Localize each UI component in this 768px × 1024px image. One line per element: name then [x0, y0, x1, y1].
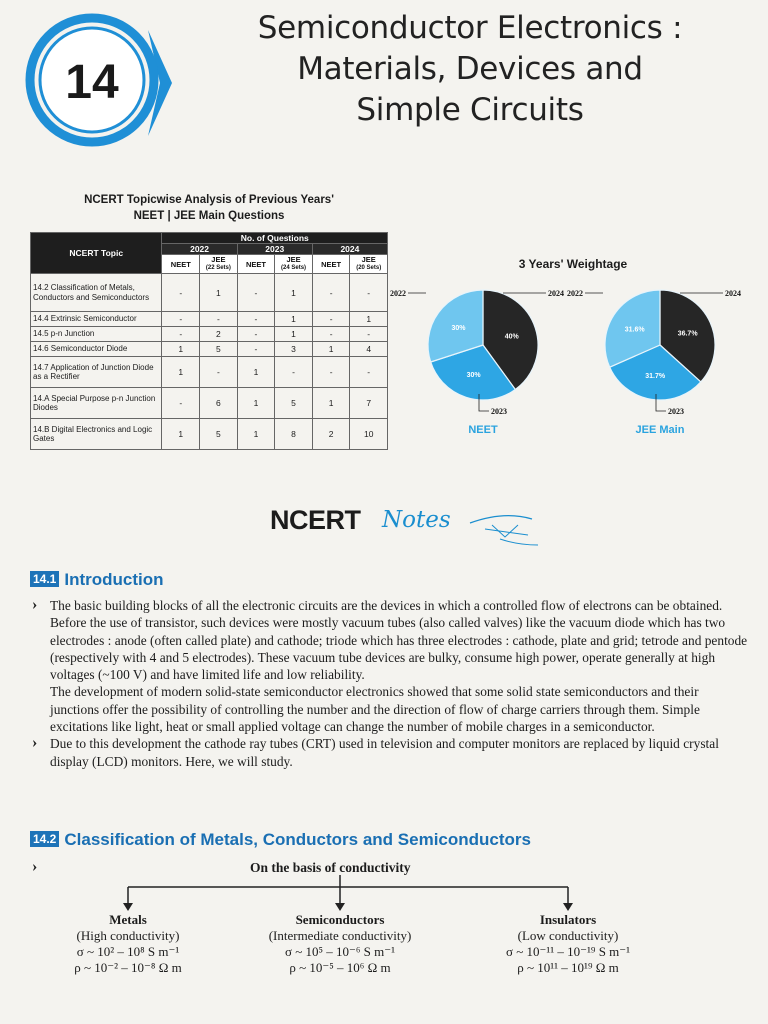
class-insulators [478, 912, 658, 976]
class-sigma: σ ~ 10⁵ – 10⁻⁶ S m⁻¹ [284, 944, 396, 959]
table-row [31, 274, 388, 312]
count-cell: 1 [237, 419, 275, 450]
count-cell: 1 [275, 327, 313, 342]
exam-header [275, 255, 313, 274]
count-cell: - [350, 357, 388, 388]
col-topic-header: NCERT Topic [31, 233, 162, 274]
pie-chart-name: NEET [468, 424, 498, 436]
year-header: 2022 [162, 244, 237, 255]
intro-paragraph: The development of modern solid-state semiconductor electronics showed that some solid state semiconductors and their junctions offer the possibility of controlling the number and the direction of flow of charge carriers through them. Simple excitations like light, heat or small applied voltage can change the number of mobile charges in a semiconductor. [50, 684, 700, 735]
class-name: Semiconductors [295, 912, 385, 927]
arrow-down-icon [563, 903, 573, 911]
exam-header [350, 255, 388, 274]
table-heading-line1: NCERT Topicwise Analysis of Previous Years' [84, 194, 334, 206]
class-name: Metals [109, 912, 147, 927]
count-cell: 1 [237, 388, 275, 419]
count-cell: 1 [312, 388, 350, 419]
class-rho: ρ ~ 10⁻⁵ – 10⁶ Ω m [289, 960, 391, 975]
exam-name: JEE [361, 255, 376, 264]
count-cell: 10 [350, 419, 388, 450]
year-callout: 2023 [491, 407, 507, 416]
table-heading [30, 192, 388, 224]
year-callout: 2024 [548, 289, 564, 298]
class-semiconductors [240, 912, 440, 976]
exam-header [312, 255, 350, 274]
arrow-down-icon [123, 903, 133, 911]
classification-tree-lines [0, 875, 768, 915]
chart-title: 3 Years' Weightage [518, 257, 628, 271]
section-heading-introduction [30, 570, 164, 590]
topic-cell: 14.5 p-n Junction [31, 327, 162, 342]
exam-header [237, 255, 275, 274]
arrow-down-icon [335, 903, 345, 911]
count-cell: 5 [275, 388, 313, 419]
table-row [31, 342, 388, 357]
count-cell: 8 [275, 419, 313, 450]
count-cell: - [312, 274, 350, 312]
year-callout: 2023 [668, 407, 684, 416]
count-cell: - [162, 312, 200, 327]
count-cell: 1 [275, 274, 313, 312]
class-sigma: σ ~ 10⁻¹¹ – 10⁻¹⁹ S m⁻¹ [505, 944, 631, 959]
exam-name: NEET [321, 259, 342, 269]
slice-percent-label: 40% [504, 333, 519, 341]
count-cell: - [237, 274, 275, 312]
class-metals [48, 912, 208, 976]
introduction-body [32, 597, 750, 770]
slice-percent-label: 31.7% [645, 372, 666, 380]
col-group-header: No. of Questions [162, 233, 388, 244]
count-cell: 1 [200, 274, 238, 312]
topic-cell: 14.2 Classification of Metals, Conductors and Semiconductors [31, 274, 162, 312]
count-cell: 2 [200, 327, 238, 342]
topic-cell: 14.6 Semiconductor Diode [31, 342, 162, 357]
section-number: 14.2 [30, 831, 59, 847]
count-cell: 5 [200, 419, 238, 450]
chapter-title-line: Materials, Devices and [297, 51, 643, 87]
count-cell: - [237, 342, 275, 357]
exam-name: JEE [211, 255, 226, 264]
count-cell: 1 [162, 419, 200, 450]
section-title: Introduction [64, 570, 164, 589]
count-cell: - [350, 274, 388, 312]
chapter-badge [20, 8, 170, 158]
count-cell: 4 [350, 342, 388, 357]
count-cell: - [162, 388, 200, 419]
count-cell: - [200, 312, 238, 327]
count-cell: - [237, 327, 275, 342]
topic-cell: 14.A Special Purpose p-n Junction Diodes [31, 388, 162, 419]
exam-header [162, 255, 200, 274]
count-cell: 1 [162, 342, 200, 357]
table-row [31, 419, 388, 450]
chapter-title-line: Semiconductor Electronics : [257, 10, 683, 46]
chapter-title [200, 8, 740, 131]
topic-analysis-table [30, 232, 388, 450]
class-desc: (Intermediate conductivity) [268, 928, 412, 943]
count-cell: - [350, 327, 388, 342]
class-rho: ρ ~ 10⁻² – 10⁻⁸ Ω m [74, 960, 182, 975]
count-cell: 5 [200, 342, 238, 357]
count-cell: - [312, 327, 350, 342]
slice-percent-label: 30% [466, 371, 481, 379]
slice-percent-label: 30% [451, 325, 466, 333]
count-cell: - [162, 327, 200, 342]
notes-title-bold: NCERT [270, 505, 361, 535]
count-cell: 3 [275, 342, 313, 357]
section-number: 14.1 [30, 571, 59, 587]
exam-name: NEET [170, 259, 191, 269]
topic-cell: 14.B Digital Electronics and Logic Gates [31, 419, 162, 450]
exam-sets: (20 Sets) [356, 265, 382, 271]
exam-sets: (22 Sets) [205, 265, 231, 271]
intro-paragraph: › Due to this development the cathode ray tubes (CRT) used in television and computer monitors are replaced by liquid crystal display (LCD) monitors. Here, we will study. [32, 735, 750, 770]
classification-basis: On the basis of conductivity [250, 860, 411, 875]
table-row [31, 357, 388, 388]
count-cell: - [237, 312, 275, 327]
chapter-title-line: Simple Circuits [356, 92, 584, 128]
count-cell: 7 [350, 388, 388, 419]
class-name: Insulators [539, 912, 597, 927]
year-header: 2024 [312, 244, 387, 255]
count-cell: - [162, 274, 200, 312]
slice-percent-label: 36.7% [677, 330, 698, 338]
section-title: Classification of Metals, Conductors and Semiconductors [64, 830, 531, 849]
bullet-icon: › [32, 858, 38, 875]
year-header: 2023 [237, 244, 312, 255]
chapter-number: 14 [65, 56, 119, 109]
exam-header [200, 255, 238, 274]
count-cell: - [312, 357, 350, 388]
year-callout: 2022 [390, 289, 406, 298]
class-desc: (High conductivity) [76, 928, 180, 943]
table-row [31, 327, 388, 342]
count-cell: 1 [237, 357, 275, 388]
table-row [31, 312, 388, 327]
exam-name: NEET [245, 259, 266, 269]
count-cell: 1 [275, 312, 313, 327]
intro-paragraph: › The basic building blocks of all the electronic circuits are the devices in which a controlled flow of electrons can be obtained. Before the use of transistor, such devices were mostly vacuum tubes (also called valves) like the vacuum diode which has two electrodes : anode (often called plate) and cathode; triode which has three electrodes : cathode, plate and grid; tetrode and pentode (respectively with 4 and 5 electrodes). These vacuum tube devices are bulky, consume high power, operate generally at high voltages (~100 V) and have limited life and low reliability. [32, 597, 750, 683]
count-cell: 1 [350, 312, 388, 327]
count-cell: 1 [312, 342, 350, 357]
topic-cell: 14.7 Application of Junction Diode as a Rectifier [31, 357, 162, 388]
count-cell: 1 [162, 357, 200, 388]
table-heading-line2: NEET | JEE Main Questions [133, 210, 285, 222]
count-cell: 6 [200, 388, 238, 419]
count-cell: 2 [312, 419, 350, 450]
notes-title-script: Notes [382, 507, 451, 533]
count-cell: - [200, 357, 238, 388]
weightage-pie-charts [390, 250, 748, 440]
slice-percent-label: 31.6% [624, 326, 645, 334]
class-rho: ρ ~ 10¹¹ – 10¹⁹ Ω m [517, 960, 619, 975]
exam-sets: (24 Sets) [281, 265, 307, 271]
pie-chart-name: JEE Main [635, 424, 685, 436]
topic-cell: 14.4 Extrinsic Semiconductor [31, 312, 162, 327]
class-sigma: σ ~ 10² – 10⁸ S m⁻¹ [76, 944, 180, 959]
class-desc: (Low conductivity) [517, 928, 619, 943]
exam-name: JEE [286, 255, 301, 264]
year-callout: 2024 [725, 289, 741, 298]
section-heading-classification [30, 830, 531, 850]
table-row [31, 388, 388, 419]
count-cell: - [312, 312, 350, 327]
year-callout: 2022 [567, 289, 583, 298]
count-cell: - [275, 357, 313, 388]
